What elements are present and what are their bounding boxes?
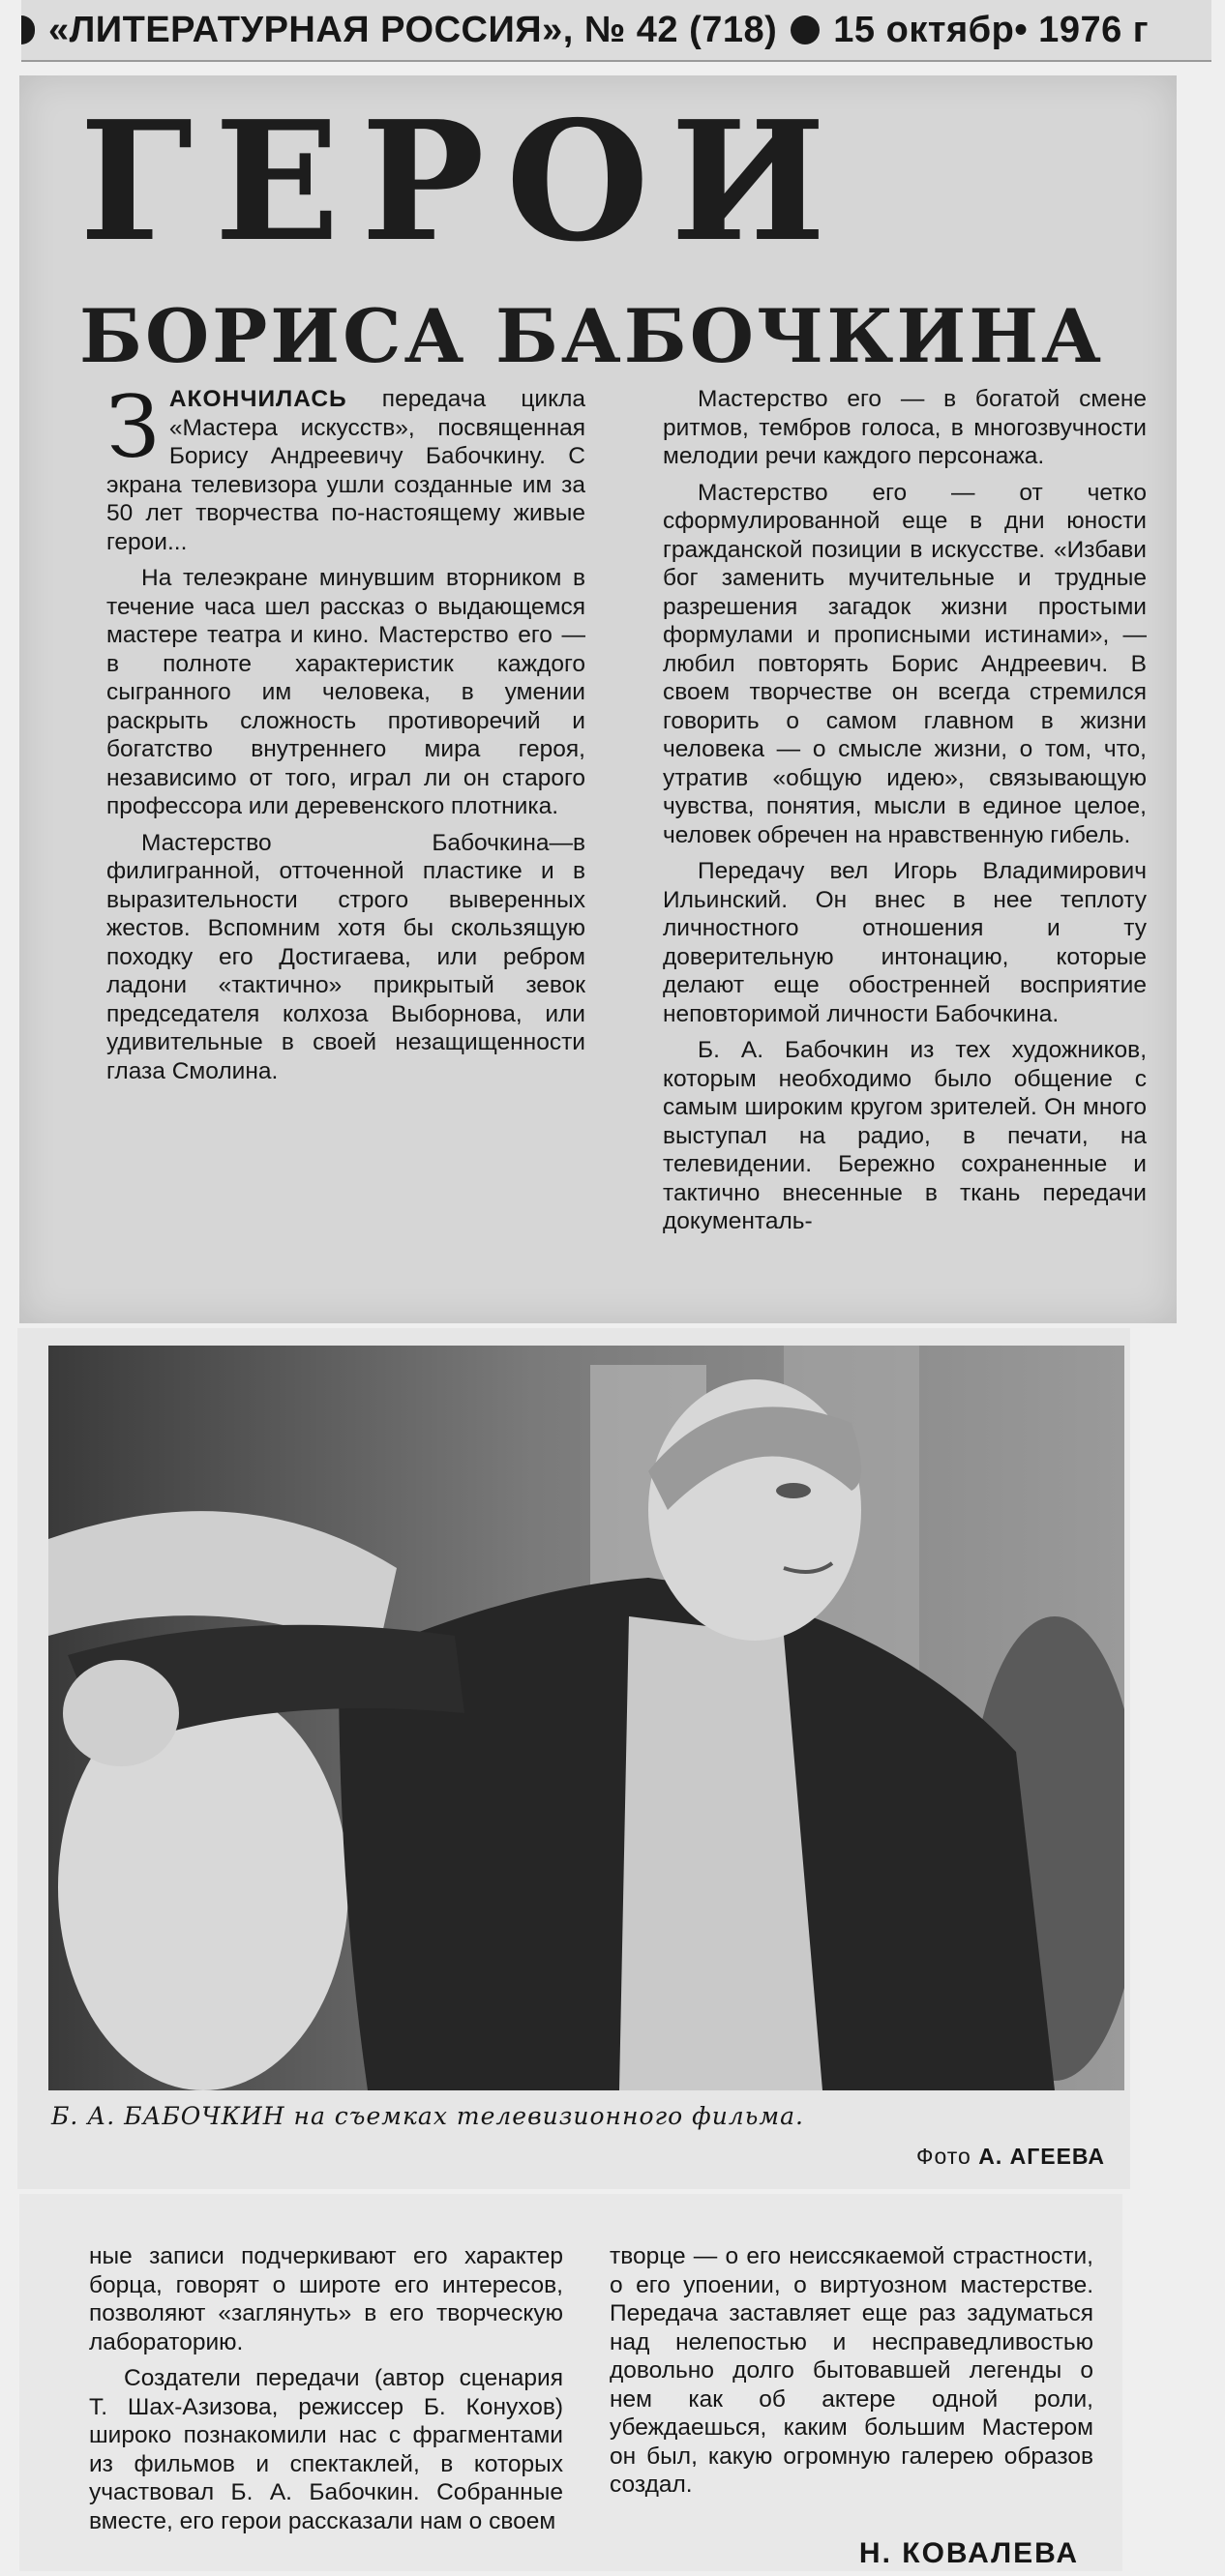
credit-name: А. АГЕЕВА (978, 2144, 1105, 2169)
paragraph: Мастерство Бабочкина—в филигранной, отточенной пластике и в выразительности строго выверенных жестов. Вспомним хотя бы скользящую походку его Достигаева, или ребром ладони «тактично» прикрытый зевок председателя колхоза Выборнова, или удивительные в своей незащищенности глаза Смолина. (106, 829, 585, 1084)
article-column-1 (106, 377, 585, 1093)
portrait-photo (48, 1346, 1124, 2090)
newspaper-masthead (21, 0, 1211, 62)
paragraph: ные записи подчеркивают его характер борца, говорят о широте его интересов, позволяют «заглянуть» в его творческую лабораторию. (89, 2243, 563, 2355)
photo-credit (916, 2144, 1105, 2170)
credit-label: Фото (915, 2144, 971, 2169)
photo-caption: Б. А. БАБОЧКИН на съемках телевизионного фильма. (51, 2102, 804, 2130)
author-signature: Н. КОВАЛЕВА (858, 2537, 1079, 2569)
lead-paragraph (106, 377, 585, 556)
paragraph: На телеэкране минувшим вторником в течение часа шел рассказ о выдающемся мастере театра и кино. Мастерство его — в полноте характеристик каждого сыгранного им человека, в умении раскрыть сложность противоречий и богатство внутреннего мира героя, независимо от того, играл ли он старого профессора или деревенского плотника. (106, 565, 585, 819)
masthead-title: «ЛИТЕРАТУРНАЯ РОССИЯ», № 42 (718) (48, 9, 778, 50)
paragraph: Мастерство его — от четко сформулированной еще в дни юности гражданской позиции в искусстве. «Избави бог заменить мучительные и трудные разрешения загадок жизни простыми формулами и прописными истинами», — любил повторять Борис Андреевич. В своем творчестве он всегда стремился говорить о самом главном в жизни человека — о смысле жизни, о том, что, утратив «общую идею», связывающую чувства, понятия, мысли в единое целое, человек обречен на нравственную гибель. (663, 479, 1147, 848)
drop-cap: З (106, 377, 160, 477)
paragraph: Передачу вел Игорь Владимирович Ильинский. Он внес в нее теплоту личностного отношения и ту доверительную интонацию, которые делают еще обостренней восприятие неповторимой личности Бабочкина. (663, 858, 1147, 1027)
bullet-icon (21, 15, 35, 44)
photo-illustration (48, 1346, 1124, 2090)
article-column-4 (610, 2242, 1093, 2507)
paragraph: Б. А. Бабочкин из тех художников, которым необходимо было общение с самым широким кругом зрителей. Он много выступал на радио, в печати, на телевидении. Бережно сохраненные и тактично внесенные в ткань передачи документаль- (663, 1037, 1147, 1234)
article-column-2 (663, 385, 1147, 1244)
paragraph: творце — о его неиссякаемой страстности, о его упоении, о виртуозном мастерстве. Передача заставляет еще раз задуматься над нелепостью и несправедливостью довольно долго бытовавшей легенды о нем как об актере одной роли, убеждаешься, каким большим Мастером он был, какую огромную галерею образов создал. (610, 2243, 1093, 2498)
masthead-date: 15 октябр• 1976 г (833, 9, 1150, 50)
paragraph: Мастерство его — в богатой смене ритмов, тембров голоса, в многозвучности мелодии речи каждого персонажа. (663, 386, 1147, 469)
article-clipping (19, 75, 1177, 1323)
headline-line2: БОРИСА БАБОЧКИНА (79, 293, 1104, 379)
article-continuation (19, 2194, 1122, 2571)
headline-line1: ГЕРОИ (79, 95, 848, 269)
article-column-3 (89, 2242, 563, 2543)
paragraph: Создатели передачи (автор сценария Т. Шах-Азизова, режиссер Б. Конухов) широко познакомили нас с фрагментами из фильмов и спектаклей, в которых участвовал Б. А. Бабочкин. Собранные вместе, его герои рассказали нам о своем (89, 2365, 563, 2534)
lead-word: АКОНЧИЛАСЬ (168, 386, 347, 412)
photo-section (17, 1328, 1130, 2189)
lead-rest: передача цикла «Мастера искусств», посвященная Борису Андреевичу Бабочкину. С экрана телевизора ушли созданные им за 50 лет творчества по-настоящему живые герои... (106, 386, 585, 555)
bullet-icon (791, 15, 820, 44)
